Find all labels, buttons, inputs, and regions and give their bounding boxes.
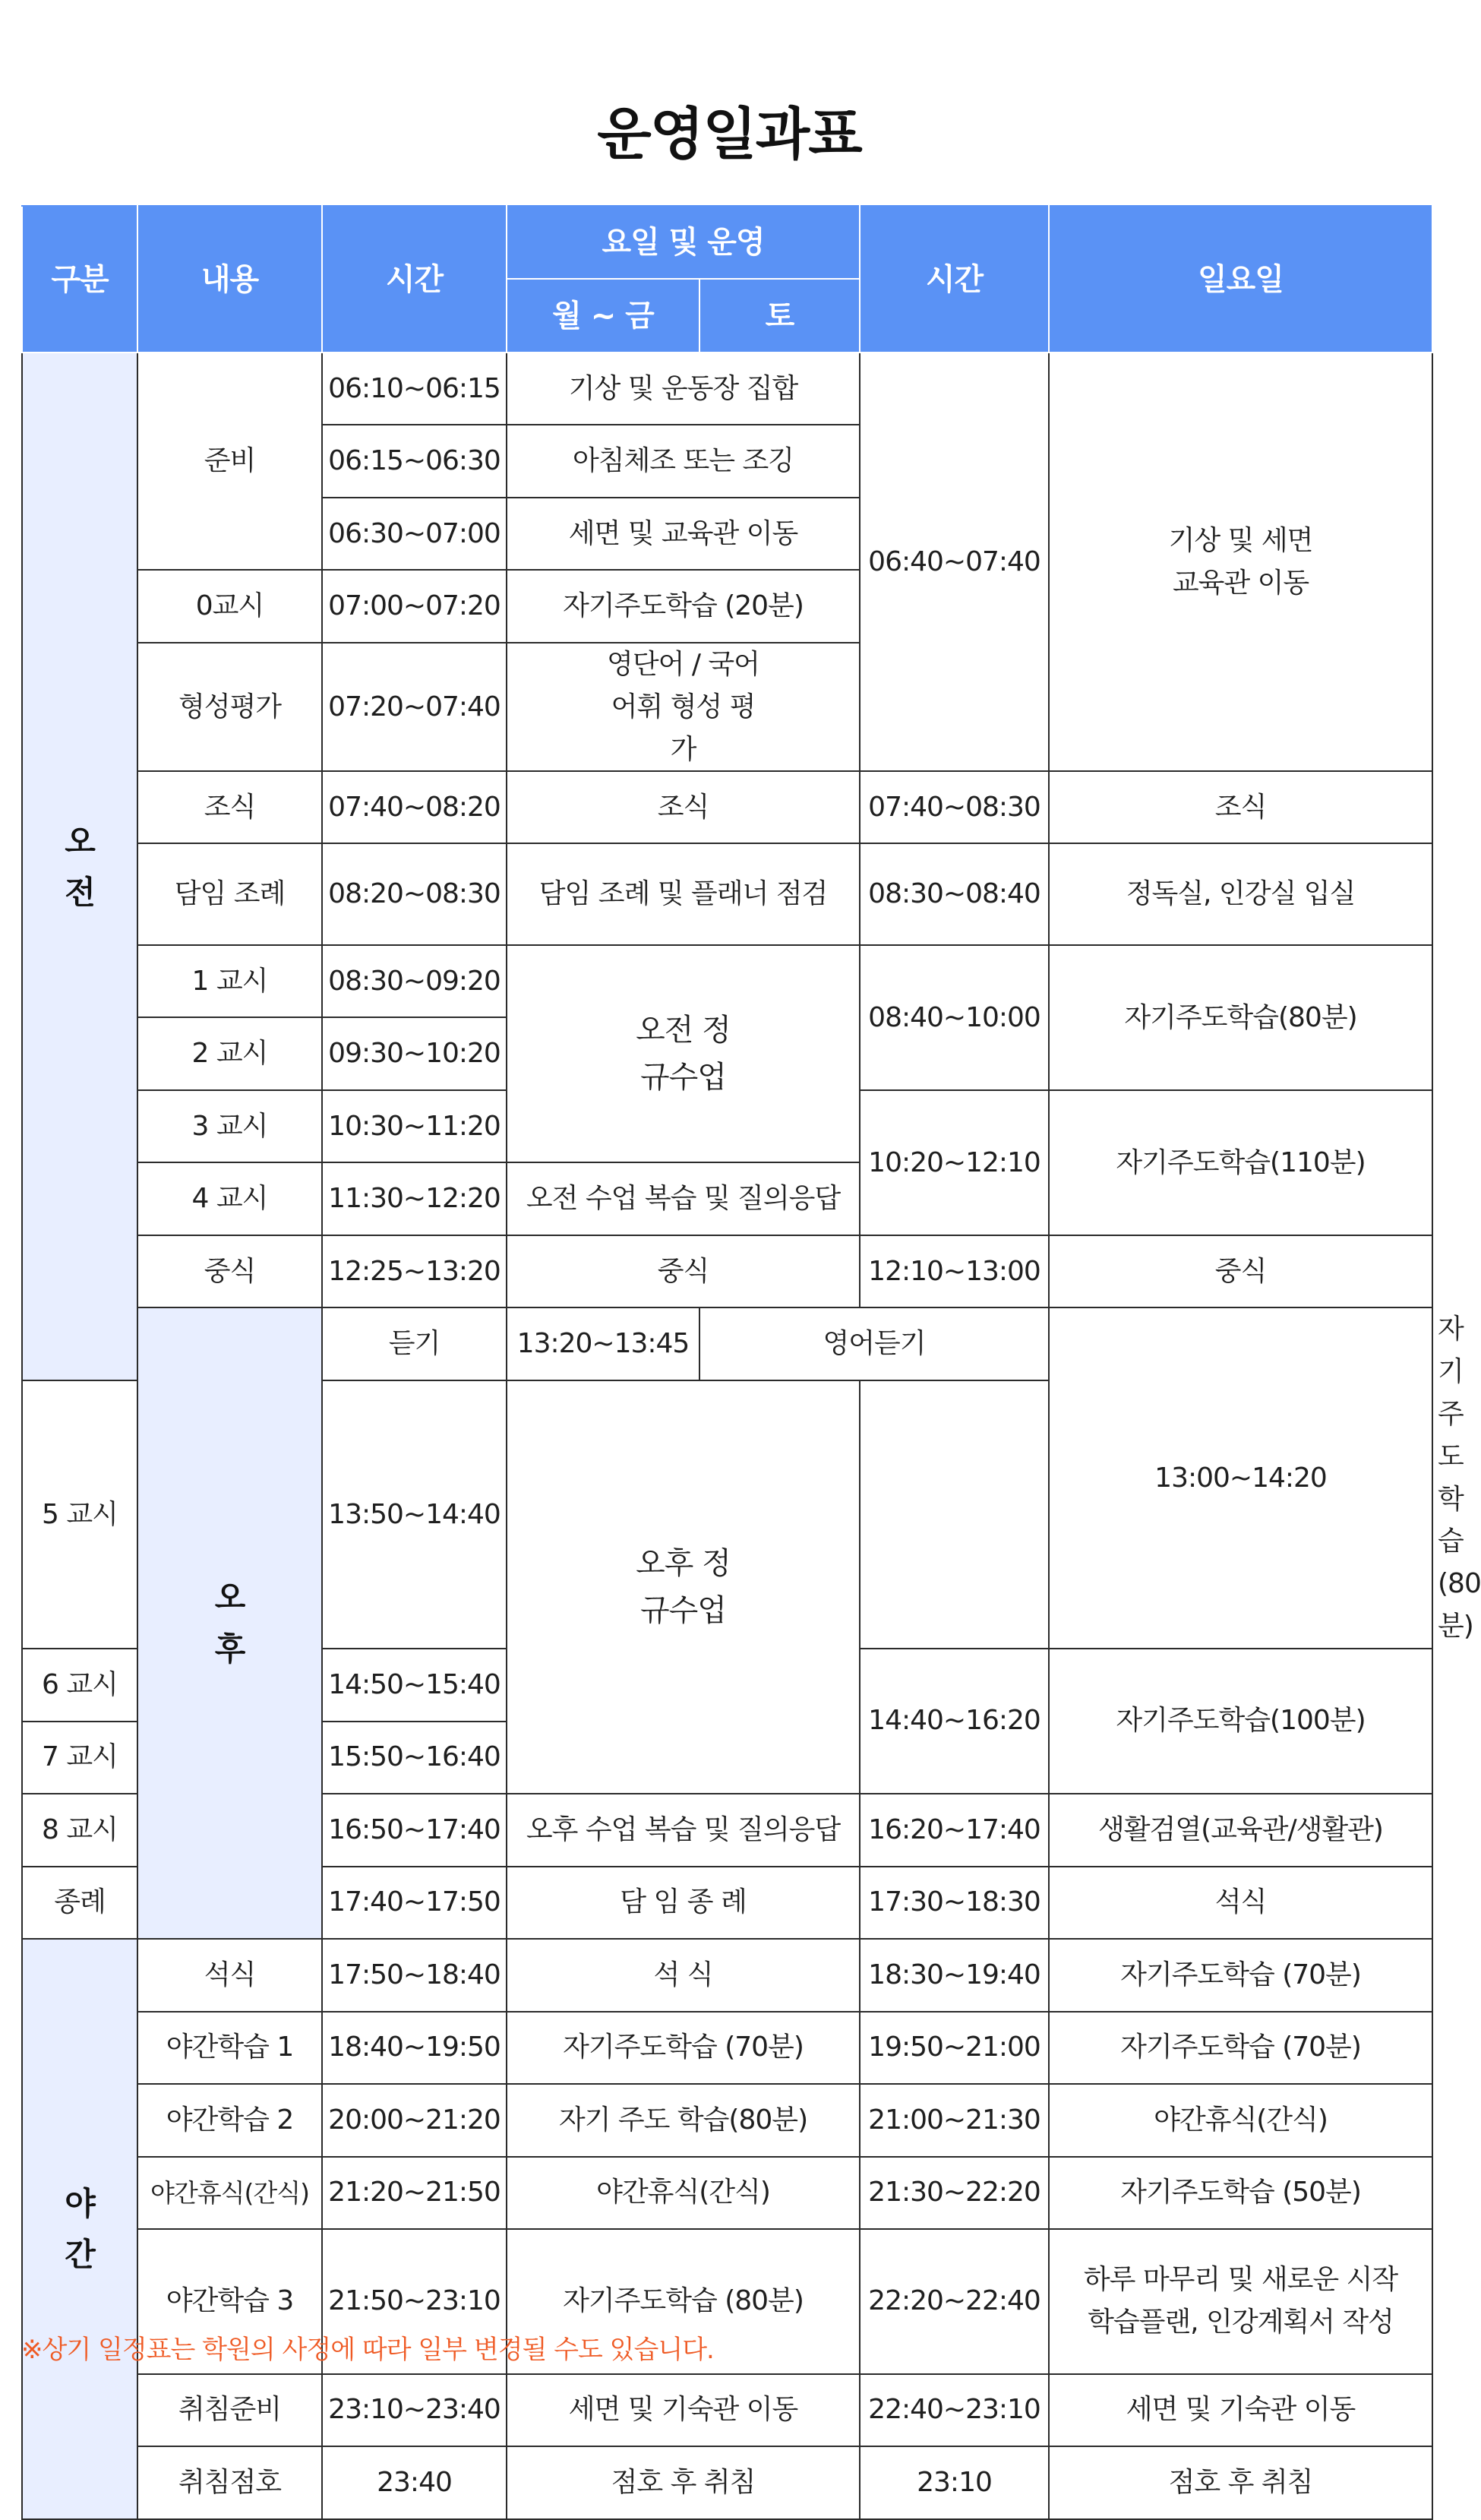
section-afternoon: 오 후 xyxy=(137,1307,322,1938)
row-weekday: 담임 조례 및 플래너 점검 xyxy=(507,843,860,945)
row-content: 담임 조례 xyxy=(137,843,322,945)
row-weekday: 조식 xyxy=(507,771,860,843)
sat-time: 22:20~22:40 xyxy=(860,2229,1049,2374)
schedule-table: 구분 내용 시간 요일 및 운영 시간 일요일 월 ~ 금 토 오 전 준비 06:10~06:15 기상 및 운동장 집합 06:40~07:40 기상 및 세면 교육관 이동 06:15~06:30 아침체조 또는 조깅 06:30~07:00 세면 및 교육관 이동 0교시 07:00~07:20 자기주도학습 (20분) 형성평가 07:20~07:40 영단어 / 국어 어휘 형성 평가 조식 07:40~08:20 조식 07:40~08:30 조식 담임 조례 08:20~08:30 담임 조례 및 플래너 점검 08:30~08:40 정독실, 인강실 입실 1 교시 08:30~09:20 오전 정규수업 08:40~10:00 자기주도학습(80분) 2 교시 09:30~10:20 3 교시 10:30~11:20 10:20~12:10 자기주도학습(110분) 4 교시 11:30~12:20 오전 수업 복습 및 질의응답 중식 12:25~13:20 중식 12:10~13:00 중식 오 후 듣기 13:20~13:45 영어듣기 13:00~14:20 자기주도학습(80분) 5 교시 13:50~14:40 오후 정규수업 6 교시 14:50~15:40 14:40~16:20 자기주도학습(100분) 7 교시 15:50~16:40 8 교시 16:50~17:40 오후 수업 복습 및 질의응답 16:20~17:40 생활검열(교육관/생활관) 종례 17:40~17:50 담 임 종 례 17:30~18:30 석식 야 간 석식 17:50~18:40 석 식 18:30~19:40 자기주도학습 (70분) 야간학습 1 18:40~19:50 자기주도학습 (70분) 19:50~21:00 자기주도학습 (70분) 야간학습 2 20:00~21:20 자기 주도 학습(80분) 21:00~21:30 야간휴식(간식) 야간휴식(간식) 21:20~21:50 야간휴식(간식) 21:30~22:20 자기주도학습 (50분) 야간학습 3 21:50~23:10 자기주도학습 (80분) 22:20~22:40 하루 마무리 및 새로운 시작 학습플랜, 인강계획서 작성 취침준비 23:10~23:40 세면 및 기숙관 이동 22:40~23:10 세면 및 기숙관 이동 취침점호 23:40 점호 후 취침 23:10 점호 후 취침 xyxy=(21,205,1433,2520)
section-night: 야 간 xyxy=(22,1939,137,2519)
row-content: 야간휴식(간식) xyxy=(137,2157,322,2229)
sat-time: 21:00~21:30 xyxy=(860,2084,1049,2157)
sunday-activity: 중식 xyxy=(1049,1235,1432,1307)
row-time: 23:40 xyxy=(322,2446,507,2519)
sunday-activity: 자기주도학습 (70분) xyxy=(1049,2012,1432,2084)
header-time: 시간 xyxy=(322,206,507,353)
row-time: 20:00~21:20 xyxy=(322,2084,507,2157)
row-weekday: 자기주도학습 (20분) xyxy=(507,570,860,643)
row-weekday: 자기주도학습 (70분) xyxy=(507,2012,860,2084)
row-time: 16:50~17:40 xyxy=(322,1794,507,1867)
row-time: 18:40~19:50 xyxy=(322,2012,507,2084)
row-weekday: 세면 및 교육관 이동 xyxy=(507,498,860,570)
row-content: 1 교시 xyxy=(137,945,322,1017)
header-sat-time: 시간 xyxy=(860,206,1049,353)
row-weekday: 야간휴식(간식) xyxy=(507,2157,860,2229)
row-weekday: 아침체조 또는 조깅 xyxy=(507,425,860,498)
row-time: 21:50~23:10 xyxy=(322,2229,507,2374)
sat-time: 17:30~18:30 xyxy=(860,1867,1049,1939)
row-time: 21:20~21:50 xyxy=(322,2157,507,2229)
row-time: 07:00~07:20 xyxy=(322,570,507,643)
row-weekday: 담 임 종 례 xyxy=(507,1867,860,1939)
row-content: 취침준비 xyxy=(137,2374,322,2446)
row-content: 종례 xyxy=(22,1867,137,1939)
row-content: 4 교시 xyxy=(137,1162,322,1235)
sat-time: 22:40~23:10 xyxy=(860,2374,1049,2446)
row-content: 준비 xyxy=(137,353,322,570)
header-sunday: 일요일 xyxy=(1049,206,1432,353)
row-weekday: 오전 정규수업 xyxy=(507,945,860,1162)
row-time: 11:30~12:20 xyxy=(322,1162,507,1235)
header-section: 구분 xyxy=(22,206,137,353)
sat-time: 18:30~19:40 xyxy=(860,1939,1049,2012)
row-content: 5 교시 xyxy=(22,1380,137,1648)
row-content: 2 교시 xyxy=(137,1017,322,1090)
sunday-activity: 정독실, 인강실 입실 xyxy=(1049,843,1432,945)
row-weekday: 자기주도학습 (80분) xyxy=(507,2229,860,2374)
sat-time: 21:30~22:20 xyxy=(860,2157,1049,2229)
row-time: 06:15~06:30 xyxy=(322,425,507,498)
row-content: 7 교시 xyxy=(22,1722,137,1794)
row-time: 17:40~17:50 xyxy=(322,1867,507,1939)
row-time: 23:10~23:40 xyxy=(322,2374,507,2446)
row-weekday: 영단어 / 국어 어휘 형성 평가 xyxy=(507,643,860,771)
row-time: 13:20~13:45 xyxy=(507,1307,699,1380)
row-weekday: 세면 및 기숙관 이동 xyxy=(507,2374,860,2446)
header-mon-fri: 월 ~ 금 xyxy=(507,279,699,353)
section-morning: 오 전 xyxy=(22,353,137,1380)
sunday-activity: 자기주도학습 (70분) xyxy=(1049,1939,1432,2012)
sat-time: 23:10 xyxy=(860,2446,1049,2519)
sat-time: 13:00~14:20 xyxy=(1049,1307,1432,1648)
row-time: 08:20~08:30 xyxy=(322,843,507,945)
row-content: 석식 xyxy=(137,1939,322,2012)
row-content: 0교시 xyxy=(137,570,322,643)
row-time: 14:50~15:40 xyxy=(322,1649,507,1722)
sunday-activity: 하루 마무리 및 새로운 시작 학습플랜, 인강계획서 작성 xyxy=(1049,2229,1432,2374)
header-weekday-group: 요일 및 운영 xyxy=(507,206,860,279)
row-weekday: 중식 xyxy=(507,1235,860,1307)
sat-time: 16:20~17:40 xyxy=(860,1794,1049,1867)
sunday-activity: 세면 및 기숙관 이동 xyxy=(1049,2374,1432,2446)
row-time: 08:30~09:20 xyxy=(322,945,507,1017)
header-content: 내용 xyxy=(137,206,322,353)
sat-time: 08:30~08:40 xyxy=(860,843,1049,945)
row-time: 06:30~07:00 xyxy=(322,498,507,570)
sat-time: 06:40~07:40 xyxy=(860,353,1049,771)
row-weekday: 영어듣기 xyxy=(699,1307,1049,1380)
row-content: 3 교시 xyxy=(137,1090,322,1162)
sunday-activity: 조식 xyxy=(1049,771,1432,843)
sat-time: 12:10~13:00 xyxy=(860,1235,1049,1307)
sunday-activity: 자기주도학습 (50분) xyxy=(1049,2157,1432,2229)
row-weekday: 점호 후 취침 xyxy=(507,2446,860,2519)
row-weekday: 오전 수업 복습 및 질의응답 xyxy=(507,1162,860,1235)
sunday-activity: 점호 후 취침 xyxy=(1049,2446,1432,2519)
row-weekday: 오후 정규수업 xyxy=(507,1380,860,1793)
row-content: 야간학습 1 xyxy=(137,2012,322,2084)
page-title: 운영일과표 xyxy=(597,102,861,167)
row-time: 07:20~07:40 xyxy=(322,643,507,771)
row-weekday: 자기 주도 학습(80분) xyxy=(507,2084,860,2157)
disclaimer-note: ※상기 일정표는 학원의 사정에 따라 일부 변경될 수도 있습니다. xyxy=(21,2335,714,2365)
row-time: 12:25~13:20 xyxy=(322,1235,507,1307)
sunday-activity: 자기주도학습(80분) xyxy=(1049,945,1432,1090)
sat-time: 07:40~08:30 xyxy=(860,771,1049,843)
header-sat: 토 xyxy=(699,279,860,353)
sat-time: 14:40~16:20 xyxy=(860,1649,1049,1794)
sunday-activity: 기상 및 세면 교육관 이동 xyxy=(1049,353,1432,771)
row-time: 06:10~06:15 xyxy=(322,353,507,425)
row-content: 취침점호 xyxy=(137,2446,322,2519)
row-time: 13:50~14:40 xyxy=(322,1380,507,1648)
sat-time: 08:40~10:00 xyxy=(860,945,1049,1090)
sunday-activity: 석식 xyxy=(1049,1867,1432,1939)
row-time: 10:30~11:20 xyxy=(322,1090,507,1162)
row-time: 07:40~08:20 xyxy=(322,771,507,843)
row-content: 야간학습 3 xyxy=(137,2229,322,2374)
row-content: 6 교시 xyxy=(22,1649,137,1722)
sunday-activity: 생활검열(교육관/생활관) xyxy=(1049,1794,1432,1867)
row-content: 형성평가 xyxy=(137,643,322,771)
sat-time: 19:50~21:00 xyxy=(860,2012,1049,2084)
row-weekday: 오후 수업 복습 및 질의응답 xyxy=(507,1794,860,1867)
row-content: 8 교시 xyxy=(22,1794,137,1867)
sunday-activity: 야간휴식(간식) xyxy=(1049,2084,1432,2157)
sunday-activity: 자기주도학습(110분) xyxy=(1049,1090,1432,1235)
row-time: 09:30~10:20 xyxy=(322,1017,507,1090)
row-time: 15:50~16:40 xyxy=(322,1722,507,1794)
sunday-activity: 자기주도학습(100분) xyxy=(1049,1649,1432,1794)
sat-time: 10:20~12:10 xyxy=(860,1090,1049,1235)
row-weekday: 기상 및 운동장 집합 xyxy=(507,353,860,425)
row-content: 중식 xyxy=(137,1235,322,1307)
row-weekday: 석 식 xyxy=(507,1939,860,2012)
row-content: 듣기 xyxy=(322,1307,507,1380)
row-content: 조식 xyxy=(137,771,322,843)
row-time: 17:50~18:40 xyxy=(322,1939,507,2012)
row-content: 야간학습 2 xyxy=(137,2084,322,2157)
